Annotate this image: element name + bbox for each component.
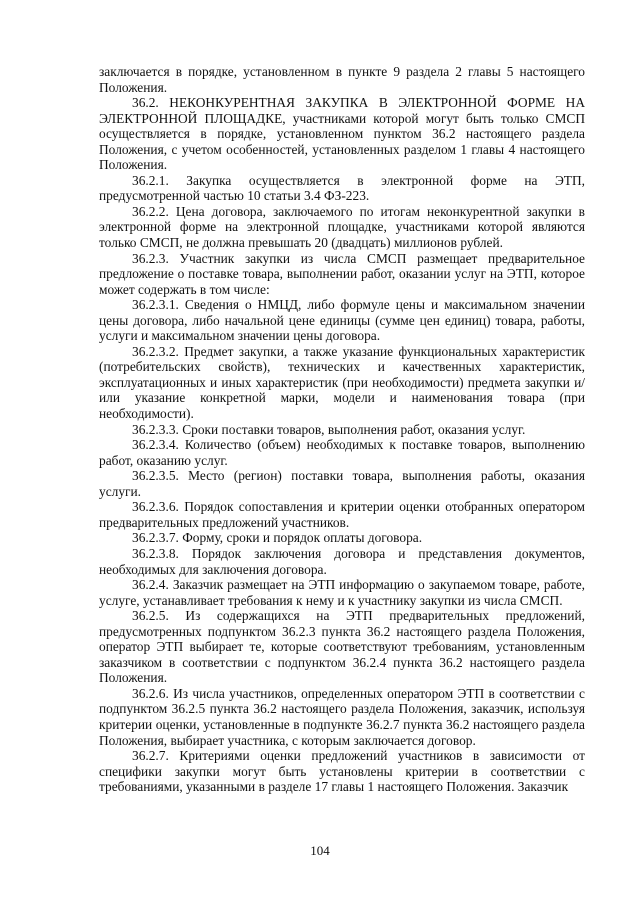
paragraph-36-2: 36.2. НЕКОНКУРЕНТНАЯ ЗАКУПКА В ЭЛЕКТРОННОЙ ФОРМЕ НА ЭЛЕКТРОННОЙ ПЛОЩАДКЕ, участниками которой могут быть только СМСП осуществляется в порядке, установленном пунктом 36.2 настоящего раздела Положения, с учетом особенностей, установленных разделом 1 главы 4 настоящего Положения. (99, 95, 585, 173)
paragraph-36-2-3-2: 36.2.3.2. Предмет закупки, а также указание функциональных характеристик (потребительских свойств), технических и качественных характеристик, эксплуатационных и иных характеристик (при необходимости) предмета закупки и/или указание конкретной марки, модели и наименования товара (при необходимости). (99, 343, 585, 422)
paragraph-36-2-3-6: 36.2.3.6. Порядок сопоставления и критерии оценки отобранных оператором предварительных предложений участников. (99, 499, 585, 530)
paragraph-36-2-3-5: 36.2.3.5. Место (регион) поставки товара, выполнения работы, оказания услуги. (99, 468, 585, 499)
paragraph-36-2-1: 36.2.1. Закупка осуществляется в электронной форме на ЭТП, предусмотренной частью 10 статьи 3.4 ФЗ-223. (99, 172, 585, 204)
paragraph-36-2-3-1: 36.2.3.1. Сведения о НМЦД, либо формуле цены и максимальном значении цены договора, либо начальной цене единицы (сумме цен единиц) товара, работы, услуги и максимальном значении цены договора. (99, 297, 585, 344)
paragraph-36-2-6: 36.2.6. Из числа участников, определенных оператором ЭТП в соответствии с подпунктом 36.2.5 пункта 36.2 настоящего раздела Положения, заказчик, используя критерии оценки, установленные в подпункте 36.2.7 пункта 36.2 настоящего раздела Положения, выбирает участника, с которым заключается договор. (99, 685, 585, 748)
paragraph-36-2-3-3: 36.2.3.3. Сроки поставки товаров, выполнения работ, оказания услуг. (132, 421, 526, 437)
paragraph-36-2-7: 36.2.7. Критериями оценки предложений участников в зависимости от специфики закупки могут быть установлены критерии в соответствии с требованиями, указанными в разделе 17 главы 1 настоящего Положения. Заказчик (99, 748, 585, 795)
paragraph-36-2-5: 36.2.5. Из содержащихся на ЭТП предварительных предложений, предусмотренных подпунктом 36.2.3 пункта 36.2 настоящего раздела Положения, оператор ЭТП выбирает те, которые соответствуют требованиям, установленным заказчиком в соответствии с подпунктом 36.2.4 пункта 36.2 настоящего раздела Положения. (99, 608, 585, 686)
paragraph-36-2-3-4: 36.2.3.4. Количество (объем) необходимых к поставке товаров, выполнению работ, оказанию услуг. (99, 437, 585, 468)
paragraph-36-2-2: 36.2.2. Цена договора, заключаемого по итогам неконкурентной закупки в электронной форме на электронной площадке, участниками которой являются только СМСП, не должна превышать 20 (двадцать) миллионов рублей. (99, 203, 585, 251)
page-number: 104 (310, 843, 330, 858)
document-body (99, 64, 585, 795)
paragraph-36-2-3-8: 36.2.3.8. Порядок заключения договора и представления документов, необходимых для заключения договора. (99, 545, 585, 577)
paragraph-36-2-3-7: 36.2.3.7. Форму, сроки и порядок оплаты договора. (132, 530, 423, 546)
paragraph-36-2-4: 36.2.4. Заказчик размещает на ЭТП информацию о закупаемом товаре, работе, услуге, устанавливает требования к нему и к участнику закупки из числа СМСП. (99, 577, 585, 608)
paragraph-continuation: заключается в порядке, установленном в пункте 9 раздела 2 главы 5 настоящего Положения. (99, 64, 585, 95)
paragraph-36-2-3: 36.2.3. Участник закупки из числа СМСП размещает предварительное предложение о поставке товара, выполнении работ, оказании услуг на ЭТП, которое может содержать в том числе: (99, 250, 585, 297)
